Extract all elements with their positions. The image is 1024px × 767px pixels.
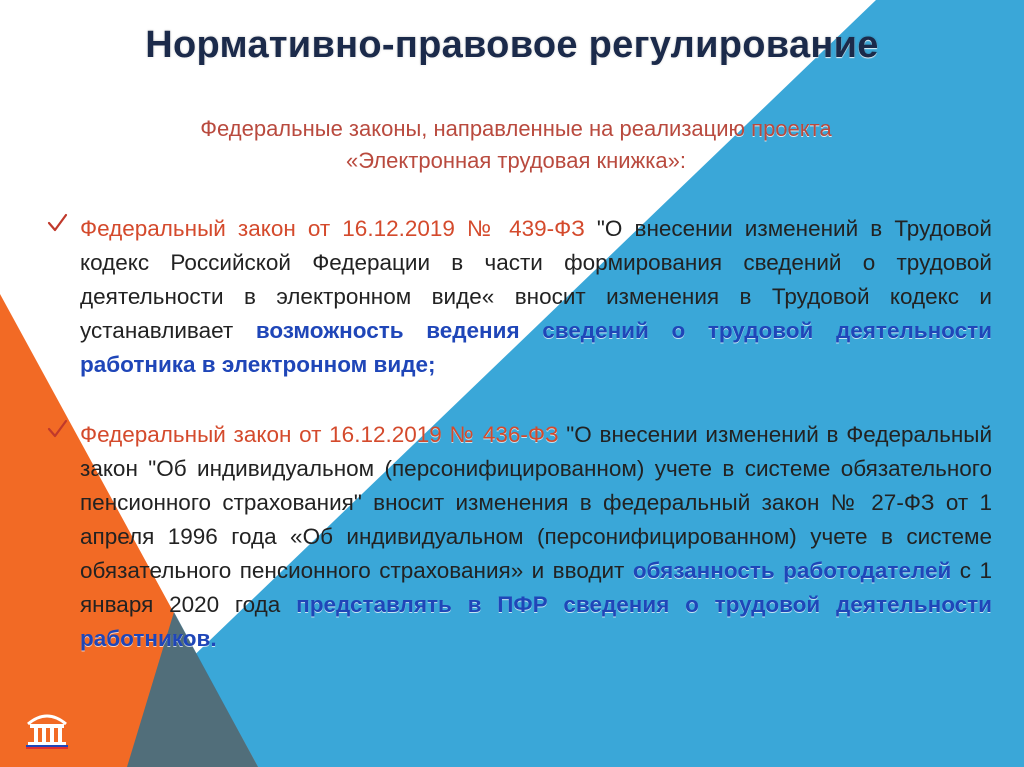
checkmark-icon [46, 418, 68, 440]
subtitle-line-1: Федеральные законы, направленные на реализацию проекта [200, 116, 832, 141]
pfr-logo [22, 702, 72, 752]
law-reference: Федеральный закон от 16.12.2019 № 439-ФЗ [80, 216, 585, 241]
law-item-text [80, 418, 992, 656]
law-description: "О внесении изменений в Федеральный закон "Об индивидуальном (персонифицированном) учете в системе обязательного пенсионного страхования" вносит изменения в федеральный закон № 27-ФЗ от 1 апреля 1996 года «Об индивидуальном (персонифицированном) учете в системе обязательного пенсионного страхования» и вводит [80, 422, 993, 583]
slide-title: Нормативно-правовое регулирование [145, 24, 879, 66]
subtitle-line-2: «Электронная трудовая книжка»: [346, 148, 686, 173]
law-description: "О внесении изменений в Трудовой кодекс Российской Федерации в части формирования сведений о трудовой деятельности в электронном виде« вносит изменения в Трудовой кодекс и устанавливает [80, 216, 992, 343]
law-item-436 [46, 418, 992, 656]
law-highlight-reporting: представлять в ПФР сведения о трудовой деятельности работников. [80, 592, 993, 651]
law-item-439 [46, 212, 992, 382]
law-reference: Федеральный закон от 16.12.2019 № 436-ФЗ [80, 422, 559, 447]
law-highlight: возможность ведения сведений о трудовой деятельности работника в электронном виде; [80, 318, 992, 377]
law-description-date: с 1 января 2020 года [80, 558, 992, 617]
law-item-text [80, 212, 992, 382]
law-highlight-obligation: обязанность работодателей [632, 558, 952, 583]
slide-subtitle [100, 113, 932, 177]
checkmark-icon [46, 212, 68, 234]
